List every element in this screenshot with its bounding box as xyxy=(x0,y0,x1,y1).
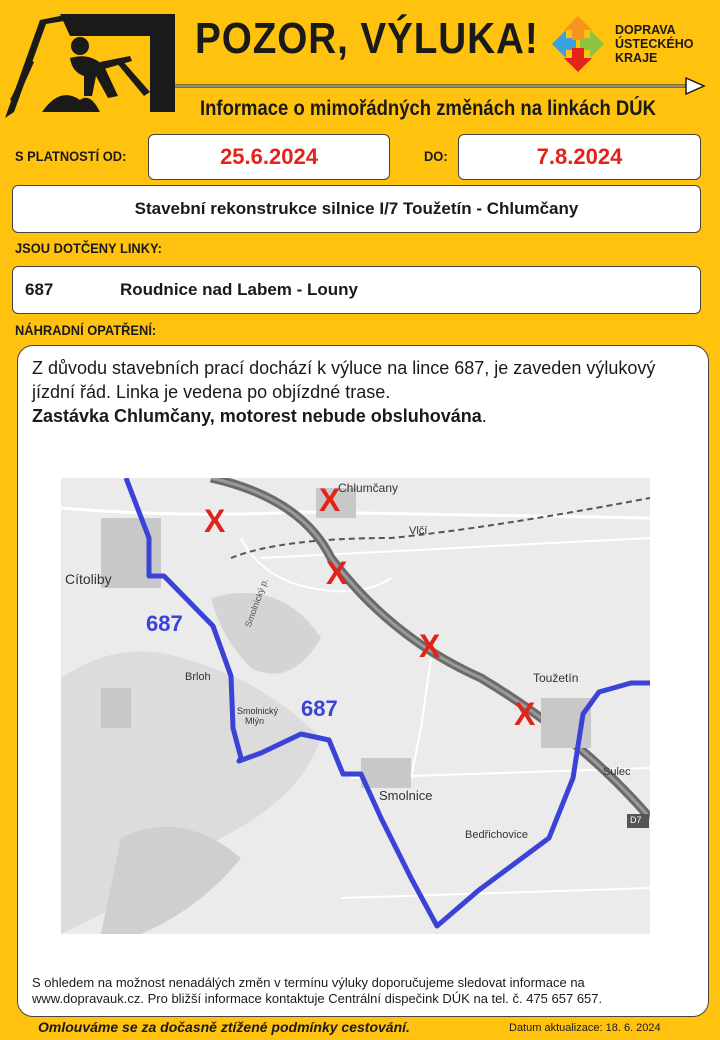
measures-label: NÁHRADNÍ OPATŘENÍ: xyxy=(15,322,157,338)
page-title: POZOR, VÝLUKA! xyxy=(195,14,539,63)
place-brloh: Brloh xyxy=(185,671,211,683)
closure-mark-3: X xyxy=(326,555,348,591)
road-badge-d7: D7 xyxy=(630,815,642,825)
place-sulec: Sulec xyxy=(603,766,631,778)
line-route: Roudnice nad Labem - Louny xyxy=(120,280,359,299)
footer-note: S ohledem na možnost nenadálých změn v termínu výluky doporučujeme sledovat informace na www.dopravauk.cz. Pro bližší informace kontaktuje Centrální dispečink DÚK na tel. č. 475 657 657. xyxy=(32,975,603,1006)
place-vlci: Vlčí xyxy=(409,525,428,537)
place-bedrichovice: Bedřichovice xyxy=(465,829,528,841)
valid-from-box: 25.6.2024 xyxy=(148,134,390,180)
detour-map xyxy=(61,478,650,934)
place-smolnice: Smolnice xyxy=(379,788,433,803)
line-number: 687 xyxy=(25,280,54,299)
works-title: Stavební rekonstrukce silnice I/7 Toužetín - Chlumčany xyxy=(12,185,701,233)
measures-paragraph: Z důvodu stavebních prací dochází k výluce na lince 687, je zaveden výlukový jízdní řád. Linka je vedena po objízdné trase. xyxy=(32,358,656,402)
affected-line-row xyxy=(12,266,701,314)
header-arrow-line xyxy=(175,78,704,94)
place-smolnicky-potok: Smolnický p. xyxy=(243,577,270,629)
valid-from-label: S PLATNOSTÍ OD: xyxy=(15,148,127,164)
measures-text xyxy=(32,356,694,428)
stop-notice xyxy=(32,404,694,428)
line-label-687-b: 687 xyxy=(301,696,338,721)
affected-lines-label: JSOU DOTČENY LINKY: xyxy=(15,240,162,256)
closure-mark-4: X xyxy=(419,628,441,664)
place-citoliby: Cítoliby xyxy=(65,571,112,587)
valid-to-label: DO: xyxy=(424,148,448,164)
closure-mark-5: X xyxy=(514,696,536,732)
logo-line-1: DOPRAVA xyxy=(615,23,676,37)
update-date: Datum aktualizace: 18. 6. 2024 xyxy=(509,1022,661,1034)
closure-mark-1: X xyxy=(204,503,226,539)
closure-mark-2: X xyxy=(319,482,341,518)
place-smolnicky-mlyn-1: Smolnický xyxy=(237,706,279,716)
map-svg xyxy=(61,478,650,934)
valid-to-box: 7.8.2024 xyxy=(458,134,701,180)
stop-notice-tail: . xyxy=(481,406,487,426)
place-chlumcany: Chlumčany xyxy=(338,481,399,495)
duk-logo-icon xyxy=(552,16,604,72)
logo-line-2: ÚSTECKÉHO xyxy=(615,37,694,51)
stop-notice-bold: Zastávka Chlumčany, motorest nebude obsluhována xyxy=(32,406,482,426)
page-subtitle: Informace o mimořádných změnách na linkách DÚK xyxy=(200,97,656,120)
line-label-687-a: 687 xyxy=(146,611,183,636)
logo-line-3: KRAJE xyxy=(615,51,658,65)
roadworks-sign-icon xyxy=(5,14,175,118)
place-smolnicky-mlyn-2: Mlýn xyxy=(245,716,265,726)
apology-text: Omlouváme se za dočasně ztížené podmínky cestování. xyxy=(38,1019,410,1035)
duk-logo-text xyxy=(615,23,693,65)
place-touzetin: Toužetín xyxy=(533,671,579,685)
